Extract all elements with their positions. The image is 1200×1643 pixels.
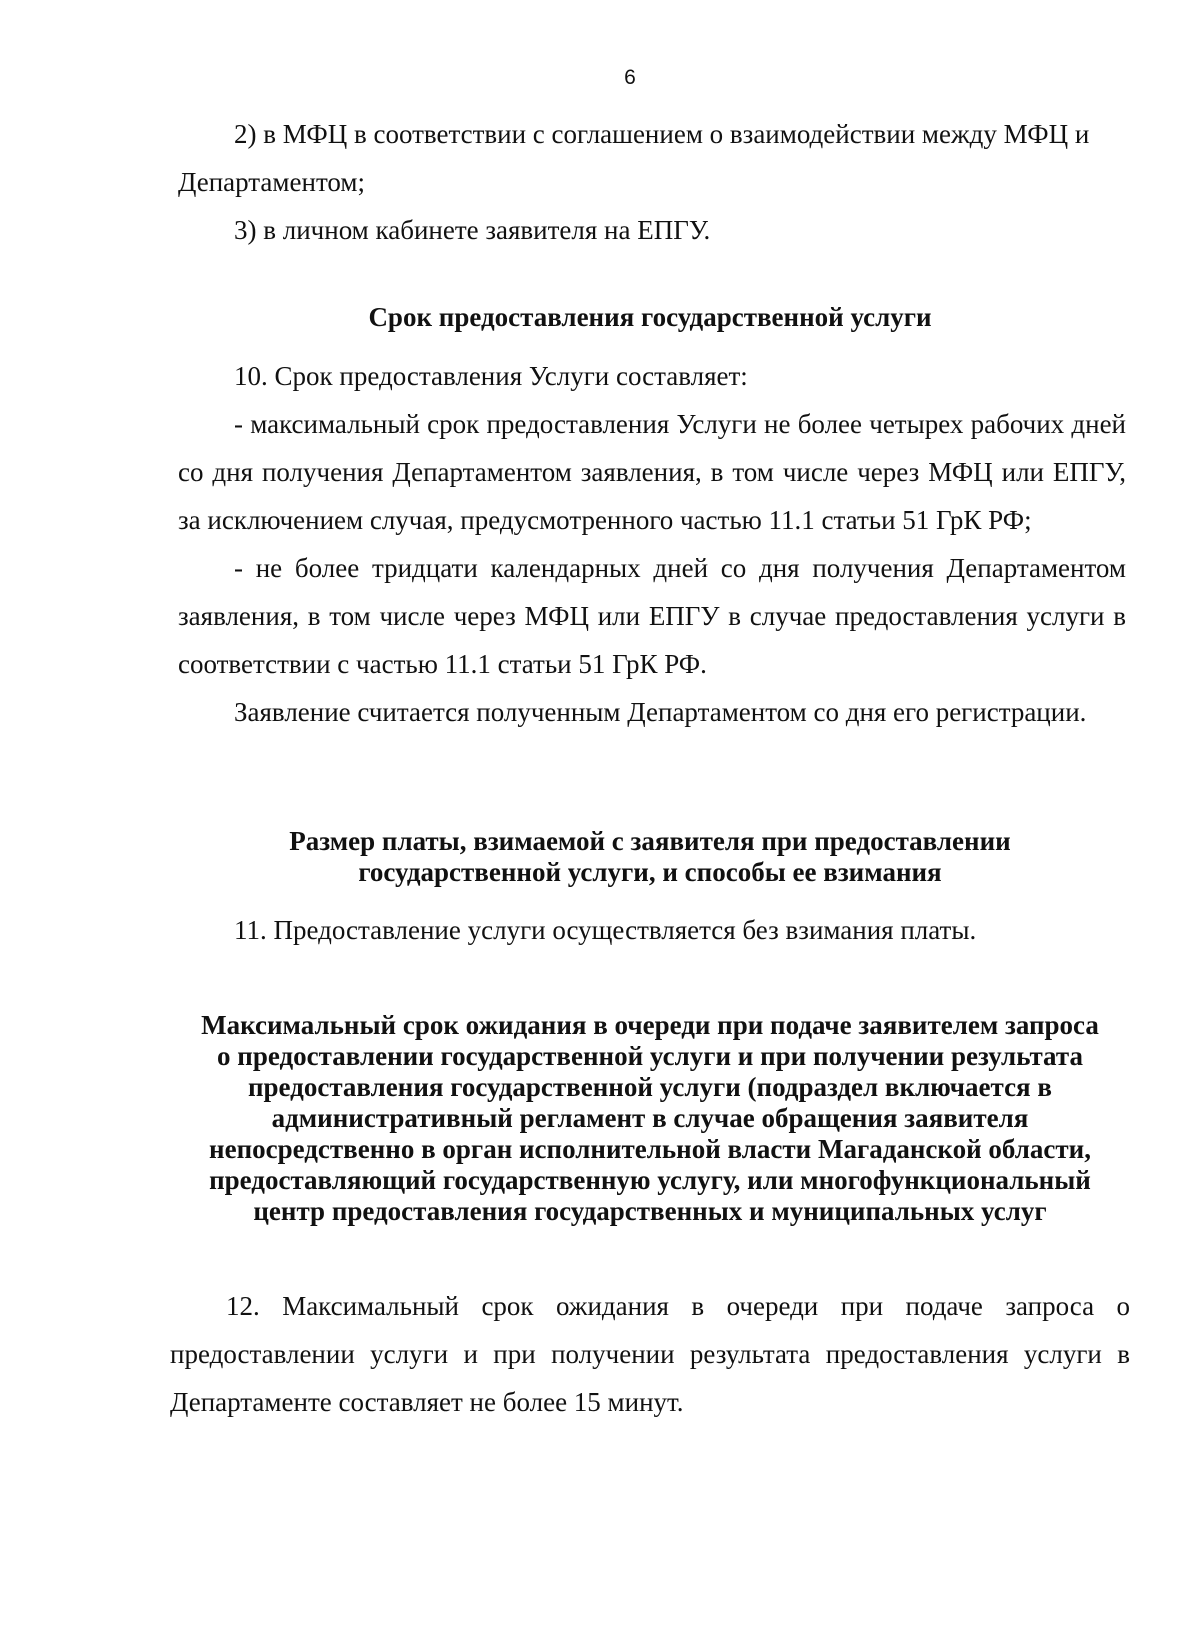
list-item-3: 3) в личном кабинете заявителя на ЕПГУ. (234, 215, 711, 245)
section-heading-fee-line-2: государственной услуги, и способы ее взимания (358, 857, 942, 887)
paragraph-10-bullet-2: - не более тридцати календарных дней со дня получения Департаментом заявления, в том числе через МФЦ или ЕПГУ в случае предоставления услуги в соответствии с частью 11.1 статьи 51 ГрК РФ. (178, 553, 1126, 679)
paragraph-11: 11. Предоставление услуги осуществляется без взимания платы. (234, 915, 977, 945)
paragraph-12: 12. Максимальный срок ожидания в очереди при подаче запроса о предоставлении услуги и при получении результата предоставления услуги в Департаменте составляет не более 15 минут. (170, 1291, 1130, 1417)
section-heading-queue-line: предоставляющий государственную услугу, или многофункциональный (209, 1165, 1091, 1195)
paragraph-10-note: Заявление считается полученным Департаментом со дня его регистрации. (234, 697, 1087, 727)
section-heading-queue-line: непосредственно в орган исполнительной власти Магаданской области, (209, 1134, 1091, 1164)
section-term-body (178, 352, 1126, 736)
section-heading-queue-line: центр предоставления государственных и муниципальных услуг (253, 1196, 1047, 1226)
page-number: 6 (624, 66, 636, 89)
section-heading-queue-line: Максимальный срок ожидания в очереди при подаче заявителем запроса (201, 1010, 1099, 1040)
section-heading-queue (170, 1010, 1130, 1227)
section-heading-queue-line: предоставления государственной услуги (подраздел включается в (247, 1072, 1052, 1102)
paragraph-10-bullet-1: - максимальный срок предоставления Услуги не более четырех рабочих дней со дня получения Департаментом заявления, в том числе через МФЦ или ЕПГУ, за исключением случая, предусмотренного частью 11.1 статьи 51 ГрК РФ; (178, 409, 1126, 535)
section-heading-queue-line: административный регламент в случае обращения заявителя (271, 1103, 1029, 1133)
section-queue-body (170, 1282, 1130, 1426)
section-heading-fee (170, 826, 1130, 888)
paragraph-10: 10. Срок предоставления Услуги составляет: (234, 361, 748, 391)
section-fee-body (178, 906, 1126, 954)
section-heading-fee-line-1: Размер платы, взимаемой с заявителя при предоставлении (289, 826, 1011, 856)
section-heading-term-text: Срок предоставления государственной услуги (368, 302, 932, 332)
list-item-2: 2) в МФЦ в соответствии с соглашением о взаимодействии между МФЦ и Департаментом; (178, 119, 1090, 197)
section-heading-term (170, 302, 1130, 333)
list-continuation (178, 110, 1126, 254)
section-heading-queue-line: о предоставлении государственной услуги и при получении результата (217, 1041, 1083, 1071)
